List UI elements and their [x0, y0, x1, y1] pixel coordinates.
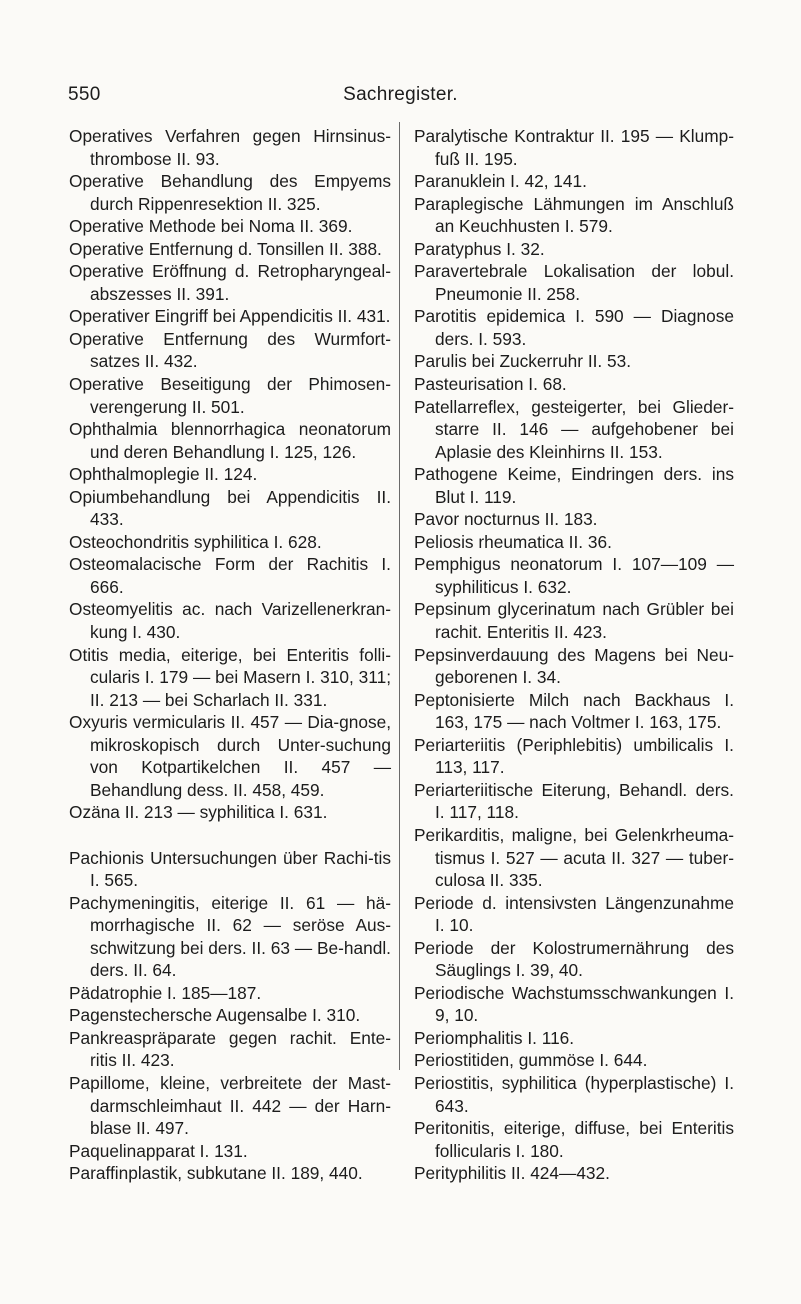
index-entry: Periode d. intensivsten Längenzunahme I. 10.	[414, 892, 734, 936]
index-entry: Opiumbehandlung bei Appendicitis II. 433.	[69, 486, 391, 530]
index-entry: Pepsinverdauung des Magens bei Neu-geborenen I. 34.	[414, 644, 734, 688]
index-entry: Paraplegische Lähmungen im Anschluß an Keuchhusten I. 579.	[414, 193, 734, 237]
index-entry: Paratyphus I. 32.	[414, 238, 545, 259]
index-entry: Periostitis, syphilitica (hyperplastische) I. 643.	[414, 1072, 734, 1116]
index-entry: Paralytische Kontraktur II. 195 — Klump-fuß II. 195.	[414, 126, 734, 169]
index-entry: Operatives Verfahren gegen Hirnsinus-thrombose II. 93.	[69, 126, 391, 169]
index-entry: Periostitiden, gummöse I. 644.	[414, 1050, 648, 1071]
index-entry: Oxyuris vermicularis II. 457 — Dia-gnose, mikroskopisch durch Unter-suchung von Kotpartikelchen II. 457 — Behandlung dess. II. 458, 459.	[69, 712, 391, 800]
index-entry: Periarteriitis (Periphlebitis) umbilicalis I. 113, 117.	[414, 734, 734, 778]
index-entry: Pavor nocturnus II. 183.	[414, 509, 598, 530]
index-entry: Periomphalitis I. 116.	[414, 1027, 575, 1048]
index-group-p-continued	[414, 125, 734, 1185]
section-gap	[69, 824, 391, 847]
right-column	[414, 125, 734, 1185]
index-entry: Pathogene Keime, Eindringen ders. ins Blut I. 119.	[414, 464, 734, 507]
index-entry: Patellarreflex, gesteigerter, bei Glieder-starre II. 146 — aufgehobener bei Aplasie des Kleinhirns II. 153.	[414, 396, 734, 462]
index-entry: Operative Entfernung des Wurmfort-satzes II. 432.	[69, 328, 391, 372]
index-entry: Parotitis epidemica I. 590 — Diagnose ders. I. 593.	[414, 306, 734, 349]
index-entry: Periodische Wachstumsschwankungen I. 9, 10.	[414, 982, 734, 1026]
running-title: Sachregister.	[343, 84, 458, 105]
index-entry: Peptonisierte Milch nach Backhaus I. 163, 175 — nach Voltmer I. 163, 175.	[414, 689, 734, 733]
page-number: 550	[68, 84, 101, 105]
index-entry: Otitis media, eiterige, bei Enteritis folli-cularis I. 179 — bei Masern I. 310, 311; II. 213 — bei Scharlach II. 331.	[69, 644, 391, 710]
index-entry: Peritonitis, eiterige, diffuse, bei Enteritis follicularis I. 180.	[414, 1118, 734, 1161]
index-entry: Pemphigus neonatorum I. 107—109 — syphiliticus I. 632.	[414, 554, 734, 597]
index-group-p	[69, 847, 391, 1185]
index-entry: Paravertebrale Lokalisation der lobul. Pneumonie II. 258.	[414, 261, 734, 304]
index-entry: Periode der Kolostrumernährung des Säuglings I. 39, 40.	[414, 937, 734, 981]
index-group-o	[69, 125, 391, 824]
index-entry: Pankreaspräparate gegen rachit. Ente-ritis II. 423.	[69, 1027, 391, 1071]
index-entry: Osteomalacische Form der Rachitis I. 666.	[69, 554, 391, 597]
index-entry: Pepsinum glycerinatum nach Grübler bei rachit. Enteritis II. 423.	[414, 599, 734, 643]
page-header	[0, 84, 801, 110]
index-entry: Pachymeningitis, eiterige II. 61 — hä-morrhagische II. 62 — seröse Aus-schwitzung bei ders. II. 63 — Be-handl. ders. II. 64.	[69, 892, 391, 981]
index-entry: Pädatrophie I. 185—187.	[69, 982, 262, 1003]
index-entry: Operative Eröffnung d. Retropharyngeal-abszesses II. 391.	[69, 261, 391, 304]
index-entry: Pasteurisation I. 68.	[414, 374, 567, 395]
index-entry: Pachionis Untersuchungen über Rachi-tis I. 565.	[69, 847, 391, 891]
index-entry: Paraffinplastik, subkutane II. 189, 440.	[69, 1163, 363, 1184]
index-entry: Papillome, kleine, verbreitete der Mast-darmschleimhaut II. 442 — der Harn-blase II. 497.	[69, 1072, 391, 1139]
index-entry: Ophthalmia blennorrhagica neonatorum und deren Behandlung I. 125, 126.	[69, 419, 391, 462]
index-entry: Periarteriitische Eiterung, Behandl. ders. I. 117, 118.	[414, 779, 734, 823]
index-entry: Osteomyelitis ac. nach Varizellenerkran-kung I. 430.	[69, 599, 391, 643]
index-entry: Operativer Eingriff bei Appendicitis II. 431.	[69, 306, 391, 327]
column-divider	[399, 122, 400, 1070]
index-entry: Paquelinapparat I. 131.	[69, 1140, 248, 1161]
index-entry: Operative Methode bei Noma II. 369.	[69, 216, 353, 237]
index-entry: Paranuklein I. 42, 141.	[414, 171, 587, 192]
index-entry: Operative Beseitigung der Phimosen-verengerung II. 501.	[69, 374, 391, 417]
index-entry: Ophthalmoplegie II. 124.	[69, 464, 258, 485]
index-entry: Osteochondritis syphilitica I. 628.	[69, 531, 322, 552]
index-entry: Perityphilitis II. 424—432.	[414, 1163, 610, 1184]
left-column	[69, 125, 391, 1185]
index-entry: Ozäna II. 213 — syphilitica I. 631.	[69, 802, 328, 823]
index-entry: Operative Behandlung des Empyems durch Rippenresektion II. 325.	[69, 171, 391, 214]
index-entry: Peliosis rheumatica II. 36.	[414, 531, 612, 552]
index-entry: Pagenstechersche Augensalbe I. 310.	[69, 1005, 361, 1026]
index-entry: Parulis bei Zuckerruhr II. 53.	[414, 351, 632, 372]
index-entry: Perikarditis, maligne, bei Gelenkrheuma-tismus I. 527 — acuta II. 327 — tuber-culosa II. 335.	[414, 824, 734, 891]
index-entry: Operative Entfernung d. Tonsillen II. 388.	[69, 238, 382, 259]
